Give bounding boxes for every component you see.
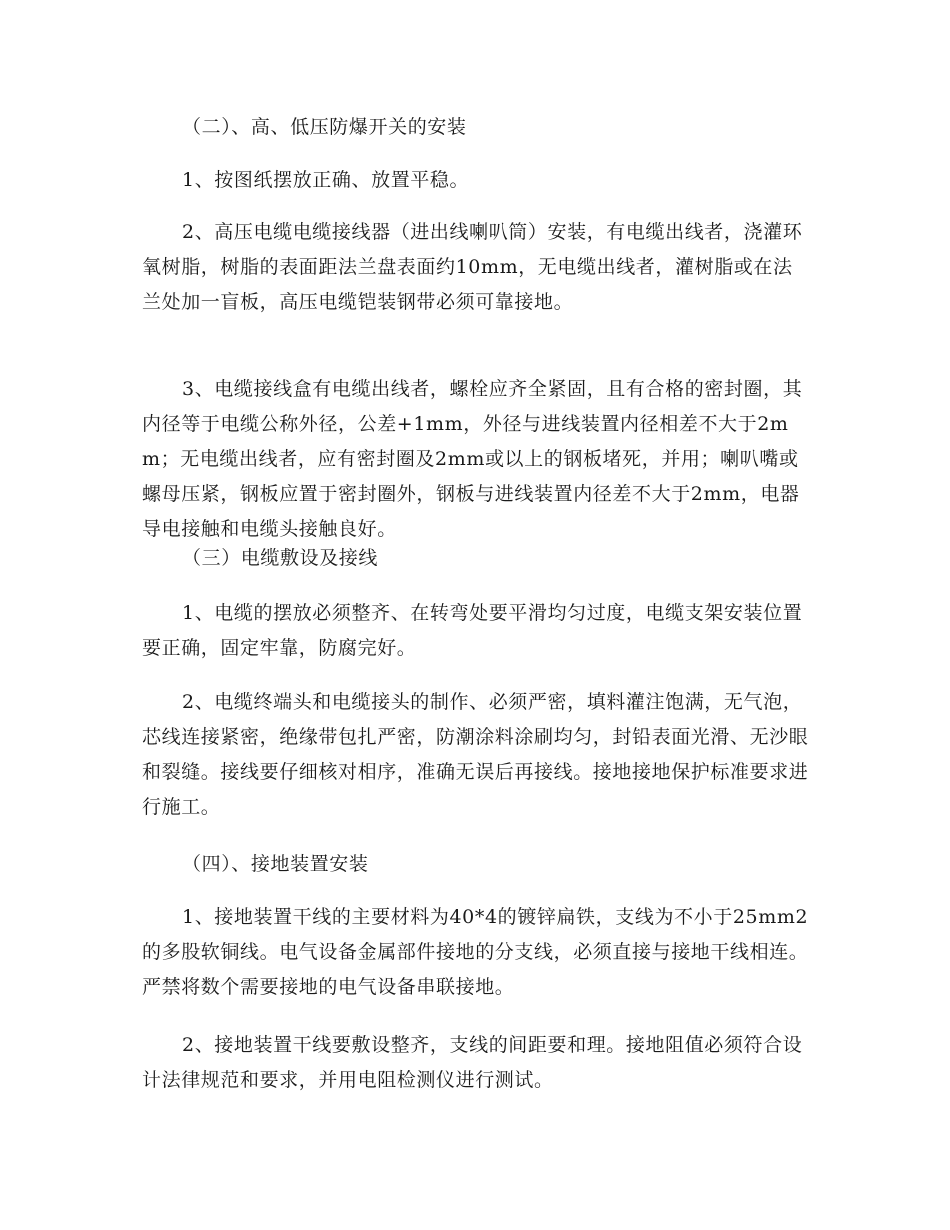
paragraph-2-2: 2、高压电缆电缆接线器（进出线喇叭筒）安装，有电缆出线者，浇灌环氧树脂，树脂的表面距法兰盘表面约10mm，无电缆出线者，灌树脂或在法兰处加一盲板，高压电缆铠装钢带必须可靠接地。 [142, 221, 803, 313]
section-heading-3: （三）电缆敷设及接线 [182, 547, 379, 569]
paragraph-4-2: 2、接地装置干线要敷设整齐，支线的间距要和理。接地阻值必须符合设计法律规范和要求，并用电阻检测仪进行测试。 [142, 1034, 803, 1091]
paragraph-4-1: 1、接地装置干线的主要材料为40*4的镀锌扁铁，支线为不小于25mm2的多股软铜线。电气设备金属部件接地的分支线，必须直接与接地干线相连。严禁将数个需要接地的电气设备串联接地。 [142, 906, 809, 998]
section-heading-4: （四）、接地装置安装 [182, 853, 369, 875]
section-heading-2: （二）、高、低压防爆开关的安装 [182, 116, 467, 138]
paragraph-2-1: 1、按图纸摆放正确、放置平稳。 [182, 169, 470, 191]
paragraph-3-1: 1、电缆的摆放必须整齐、在转弯处要平滑均匀过度，电缆支架安装位置要正确，固定牢靠，防腐完好。 [142, 602, 803, 659]
paragraph-2-3: 3、电缆接线盒有电缆出线者，螺栓应齐全紧固，且有合格的密封圈，其内径等于电缆公称外径，公差+1mm，外径与进线装置内径相差不大于2mm；无电缆出线者，应有密封圈及2mm或以上的钢板堵死，并用；喇叭嘴或螺母压紧，钢板应置于密封圈外，钢板与进线装置内径差不大于2mm，电器导电接触和电缆头接触良好。 [142, 378, 803, 540]
paragraph-3-2: 2、电缆终端头和电缆接头的制作、必须严密，填料灌注饱满，无气泡，芯线连接紧密，绝缘带包扎严密，防潮涂料涂刷均匀，封铅表面光滑、无沙眼和裂缝。接线要仔细核对相序，准确无误后再接线。接地接地保护标准要求进行施工。 [142, 691, 809, 818]
